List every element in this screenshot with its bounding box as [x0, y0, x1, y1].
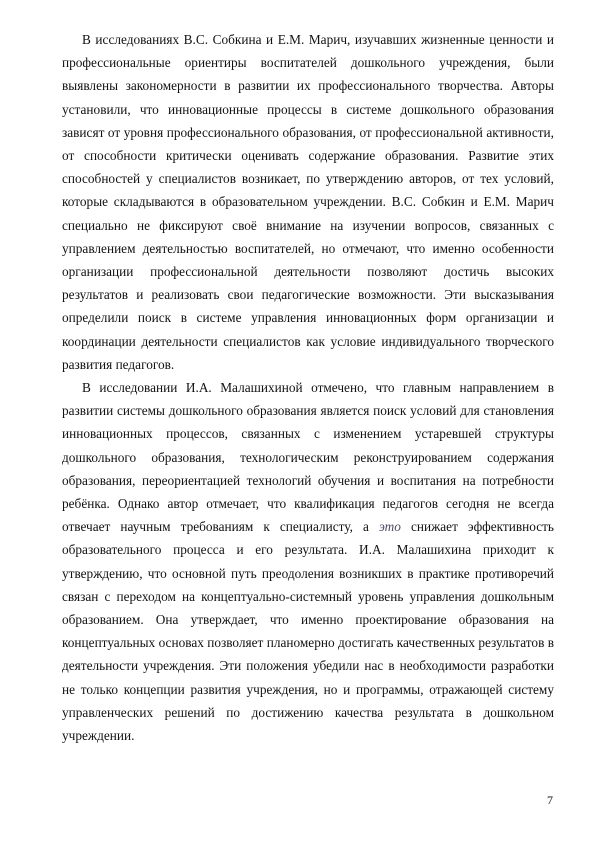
paragraph: В исследованиях В.С. Собкина и Е.М. Марич, изучавших жизненные ценности и профессиональные ориентиры воспитателей дошкольного учреждения, были выявлены закономерности в развитии их профессионального творчества. Авторы установили, что инновационные процессы в системе дошкольного образования зависят от уровня профессионального образования, от профессиональной активности, от способности критически оценивать содержание образования. Развитие этих способностей у специалистов возникает, по утверждению авторов, от тех условий, которые складываются в образовательном учреждении. В.С. Собкин и Е.М. Марич специально не фиксируют своё внимание на изучении вопросов, связанных с управлением деятельностью воспитателей, но отмечают, что именно особенности организации профессиональной деятельности позволяют достичь высоких результатов и реализовать свои педагогические возможности. Эти высказывания определили поиск в системе управления инновационных форм организации и координации деятельности специалистов как условие индивидуального творческого развития педагогов. [62, 32, 554, 372]
paragraph-text: снижает эффективность образовательного процесса и его результата. И.А. Малашихина приходит к утверждению, что основной путь преодоления возникших в практике противоречий связан с переходом на концептуально-системный уровень управления дошкольным образованием. Она утверждает, что именно проектирование образования на концептуальных основах позволяет планомерно достигать качественных результатов в деятельности учреждения. Эти положения убедили нас в необходимости разработки не только концепции развития учреждения, но и программы, отражающей систему управленческих решений по достижению качества результата в дошкольном учреждении. [62, 519, 554, 744]
body-text [62, 28, 554, 747]
emphasized-word: это [378, 519, 401, 535]
paragraph [62, 376, 554, 747]
paragraph-text: В исследовании И.А. Малашихиной отмечено, что главным направлением в развитии системы дошкольного образования является поиск условий для становления инновационных процессов, связанных с изменением устаревшей структуры дошкольного образования, технологическим реконструированием содержания образования, переориентацией технологий обучения и воспитания на потребности ребёнка. Однако автор отмечает, что квалификация педагогов сегодня не всегда отвечает научным требованиям к специалисту, а [62, 380, 554, 535]
page-number: 7 [547, 793, 553, 807]
